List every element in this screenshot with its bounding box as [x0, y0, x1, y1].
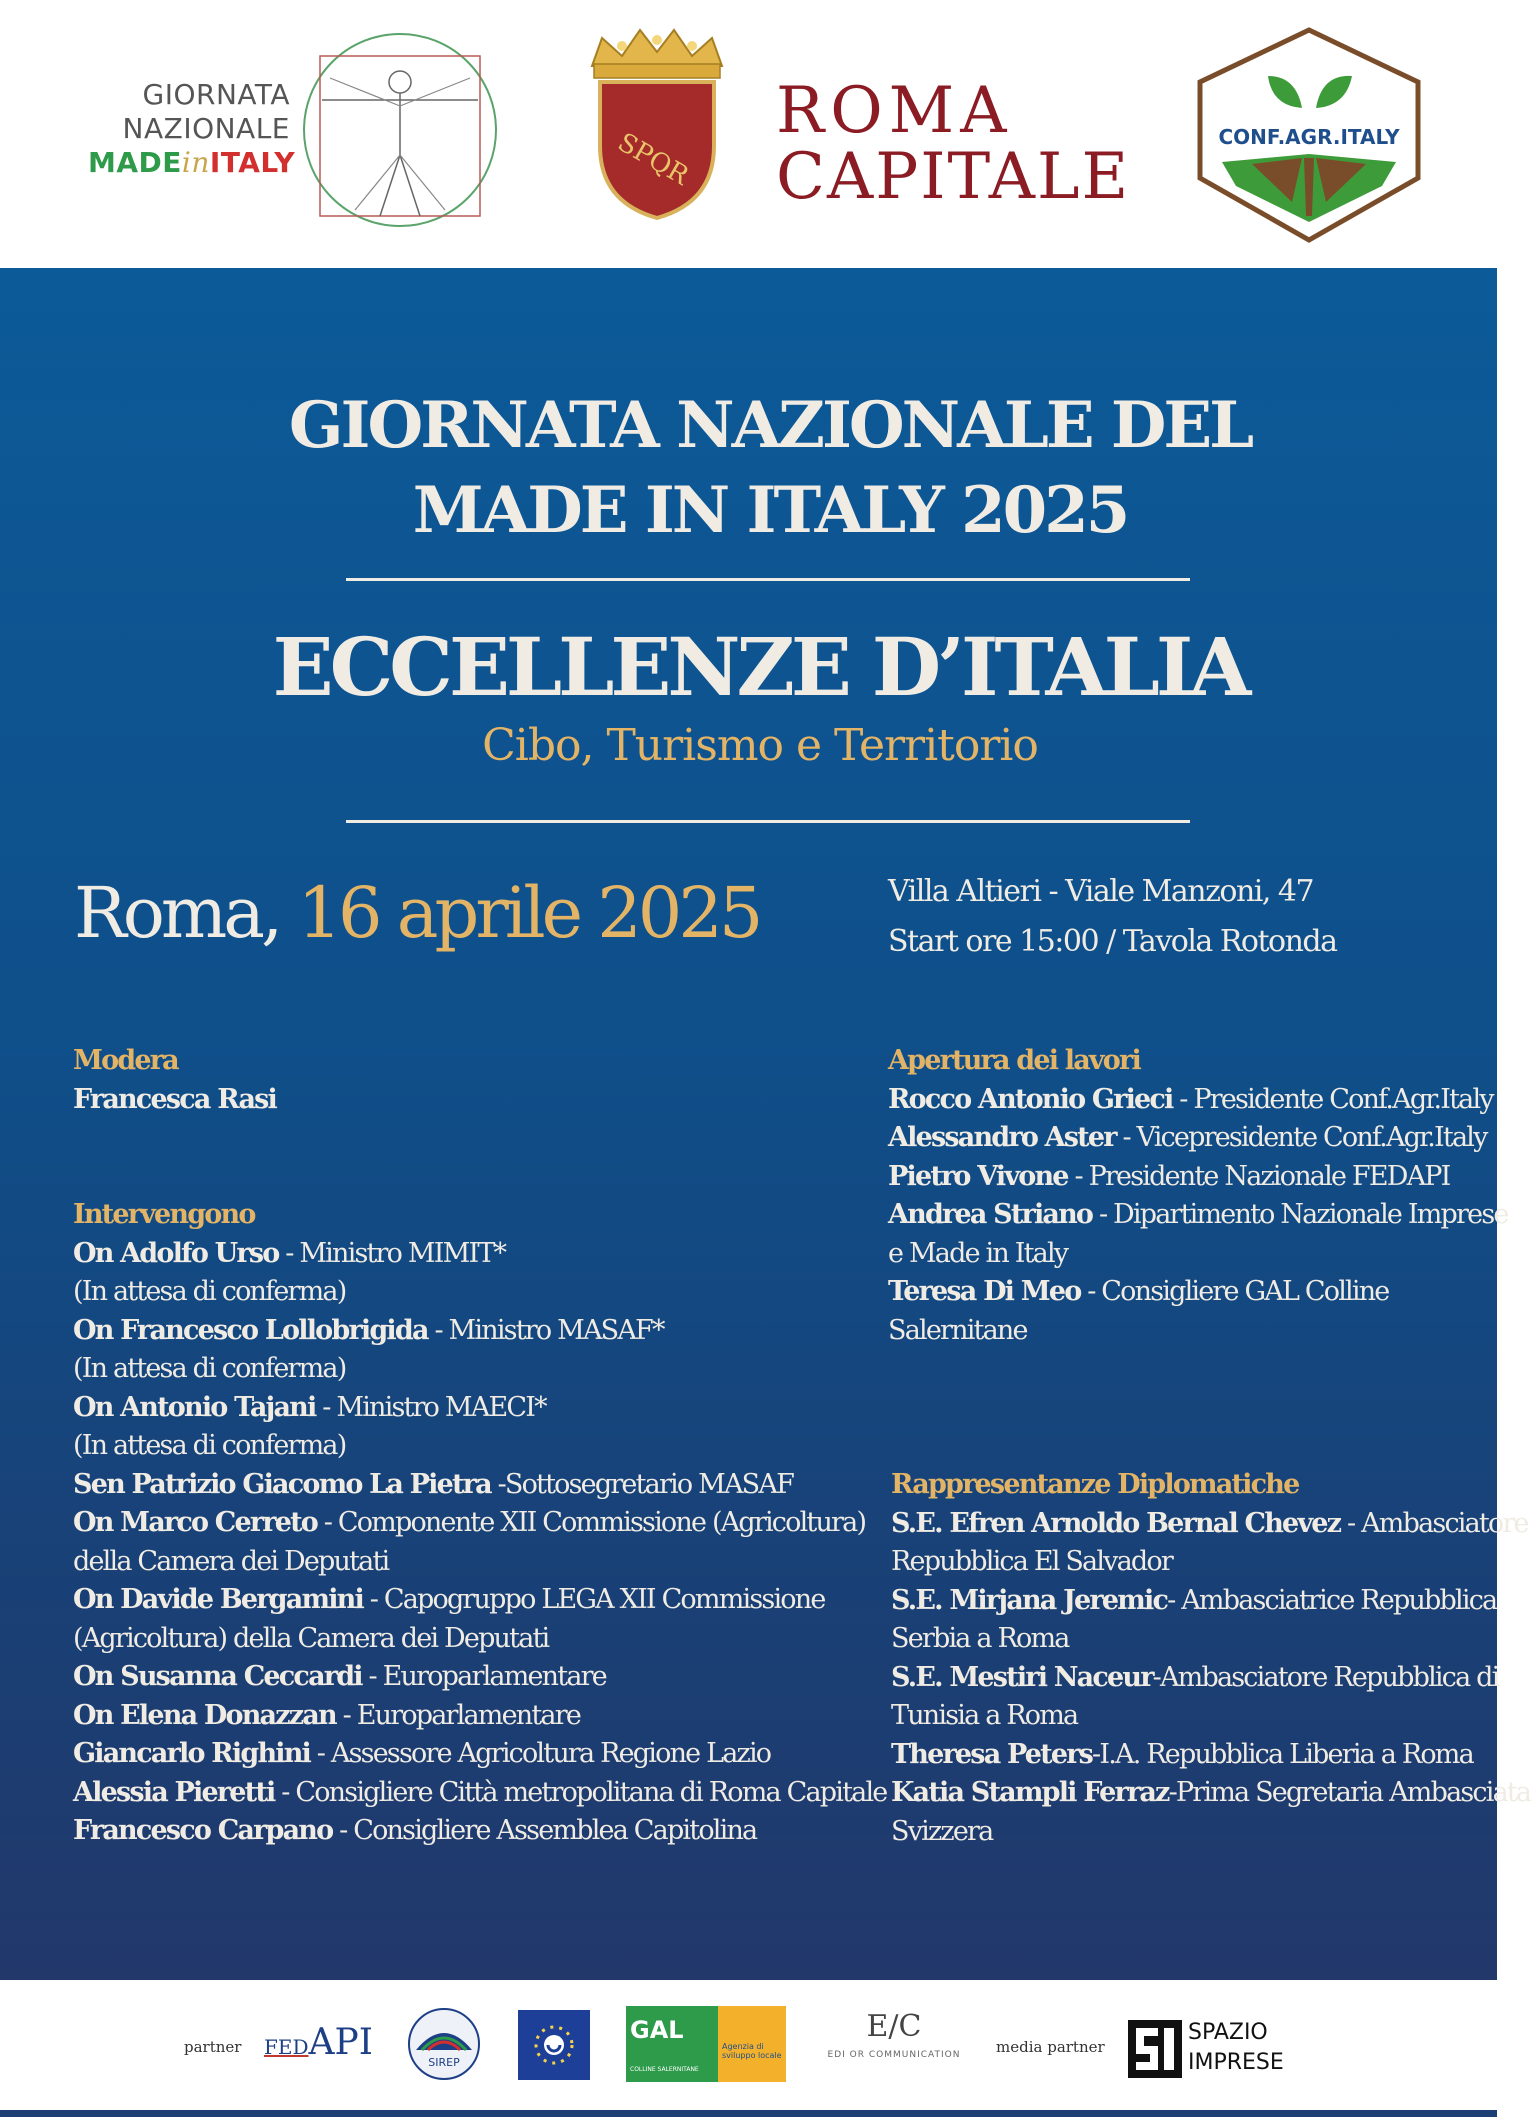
- person-name: Theresa Peters: [891, 1738, 1093, 1770]
- list-item: [891, 1659, 1499, 1698]
- person-role: - Ministro MAECI*: [315, 1391, 546, 1423]
- person-name: On Antonio Tajani: [73, 1391, 316, 1423]
- spqr-text: SPQR: [612, 127, 694, 192]
- partner-label: partner: [184, 2038, 242, 2056]
- modera-name: Francesca Rasi: [73, 1083, 277, 1115]
- footer-partners: [0, 1980, 1497, 2117]
- list-item: [73, 1427, 833, 1466]
- gnmi-in: in: [181, 146, 210, 179]
- list-item: [73, 1697, 833, 1736]
- list-item: [891, 1620, 1471, 1659]
- vitruvian-man-icon: [300, 30, 500, 230]
- list-item: [888, 1312, 1468, 1351]
- person-name: Francesco Carpano: [73, 1815, 333, 1846]
- person-name: Rocco Antonio Grieci: [888, 1083, 1173, 1115]
- person-name: On Elena Donazzan: [73, 1699, 336, 1731]
- person-role: -Ambasciatore Repubblica di: [1152, 1661, 1499, 1693]
- list-item: [888, 1273, 1468, 1312]
- event-subtitle: Cibo, Turismo e Territorio: [482, 720, 1038, 771]
- event-venue: Villa Altieri - Viale Manzoni, 47: [888, 874, 1314, 909]
- header-logos: [0, 0, 1497, 268]
- list-item: [73, 1735, 833, 1774]
- list-item: [888, 1158, 1468, 1197]
- intervengono-list: [73, 1235, 887, 1851]
- left-column: [73, 1042, 887, 1851]
- event-headline: ECCELLENZE D’ITALIA: [272, 620, 1248, 714]
- list-item: [891, 1505, 1528, 1544]
- list-item: [888, 1119, 1487, 1158]
- roma-capitale-shield-icon: [582, 26, 732, 222]
- person-role: - Consigliere GAL Colline: [1080, 1276, 1389, 1307]
- list-item: [73, 1658, 833, 1697]
- person-name: Katia Stampli Ferraz: [891, 1777, 1169, 1808]
- fedapi-api: API: [308, 2022, 373, 2063]
- list-item: [73, 1581, 833, 1620]
- person-name: On Adolfo Urso: [73, 1237, 279, 1269]
- event-city: Roma,: [74, 872, 280, 954]
- person-role: - Consigliere Assemblea Capitolina: [332, 1815, 757, 1846]
- person-name: On Susanna Ceccardi: [73, 1661, 362, 1692]
- person-name: On Davide Bergamini: [73, 1584, 363, 1615]
- list-item: [73, 1312, 833, 1351]
- gal-agency-text: Agenzia di sviluppo locale: [722, 2042, 782, 2060]
- sirep-text: SIREP: [428, 2056, 460, 2069]
- person-role: - Vicepresidente Conf.Agr.Italy: [1115, 1122, 1487, 1153]
- apertura-heading: Apertura dei lavori: [888, 1045, 1140, 1076]
- person-role: della Camera dei Deputati: [73, 1545, 389, 1577]
- diplomatiche-column: [891, 1466, 1531, 1851]
- person-role: - Assessore Agricoltura Regione Lazio: [310, 1738, 771, 1769]
- person-role: (In attesa di conferma): [73, 1276, 346, 1307]
- person-role: -I.A. Repubblica Liberia a Roma: [1092, 1738, 1473, 1770]
- conf-agr-italy-logo: [1192, 26, 1426, 244]
- gnmi-line2: NAZIONALE: [122, 112, 290, 145]
- list-item: [73, 1620, 833, 1659]
- ec-mark: E/C: [866, 2009, 922, 2044]
- list-item: [73, 1466, 833, 1505]
- intervengono-heading: Intervengono: [73, 1199, 255, 1230]
- apertura-list: [888, 1081, 1508, 1351]
- person-role: (In attesa di conferma): [73, 1430, 346, 1461]
- spazio-imprese-logo: [1128, 2020, 1288, 2080]
- person-role: - Ambasciatore: [1340, 1507, 1528, 1539]
- person-role: Tunisia a Roma: [891, 1700, 1078, 1731]
- person-name: S.E. Mirjana Jeremic: [891, 1584, 1168, 1616]
- confagr-label: CONF.AGR.ITALY: [1218, 125, 1400, 149]
- sirep-logo: [406, 2006, 482, 2082]
- person-role: - Capogruppo LEGA XII Commissione: [362, 1584, 825, 1615]
- person-name: On Francesco Lollobrigida: [73, 1314, 428, 1346]
- fedapi-fed: FED: [264, 2035, 309, 2059]
- right-column: [888, 1042, 1508, 1350]
- person-name: Sen Patrizio Giacomo La Pietra: [73, 1468, 491, 1500]
- edi-or-communication-logo: [824, 2010, 964, 2060]
- gnmi-line1: GIORNATA: [142, 78, 290, 111]
- event-date-value: 16 aprile 2025: [297, 872, 760, 954]
- person-role: Svizzera: [891, 1815, 993, 1847]
- person-role: - Europarlamentare: [335, 1699, 580, 1731]
- person-role: - Ambasciatrice Repubblica: [1167, 1584, 1497, 1616]
- person-name: On Marco Cerreto: [73, 1507, 317, 1538]
- gnmi-made: MADE: [88, 146, 182, 179]
- person-role: -Sottosegretario MASAF: [490, 1468, 793, 1500]
- divider-bottom: [346, 820, 1190, 823]
- main-panel: [0, 268, 1531, 1980]
- person-role: -Prima Segretaria Ambasciata: [1168, 1777, 1531, 1808]
- person-role: Repubblica El Salvador: [891, 1546, 1172, 1577]
- event-time: Start ore 15:00 / Tavola Rotonda: [888, 924, 1337, 959]
- person-role: - Consigliere Città metropolitana di Roma Capitale: [274, 1776, 887, 1808]
- person-role: - Ministro MIMIT*: [278, 1237, 506, 1269]
- list-item: [73, 1389, 833, 1428]
- person-name: Pietro Vivone: [888, 1160, 1068, 1192]
- list-item: [73, 1273, 833, 1312]
- person-role: (In attesa di conferma): [73, 1353, 346, 1384]
- person-role: - Ministro MASAF*: [427, 1314, 664, 1346]
- event-title-line2: MADE IN ITALY 2025: [412, 473, 1128, 548]
- list-item: [891, 1582, 1497, 1621]
- list-item: [73, 1543, 833, 1582]
- person-role: Serbia a Roma: [891, 1623, 1069, 1654]
- roma-capitale-text: [776, 74, 1131, 214]
- gal-text: GAL: [630, 2016, 684, 2044]
- person-name: Alessandro Aster: [888, 1122, 1116, 1153]
- diplomatiche-list: [891, 1505, 1531, 1852]
- list-item: [888, 1081, 1493, 1120]
- spazio-text: SPAZIO: [1188, 2020, 1268, 2045]
- list-item: [891, 1774, 1531, 1813]
- roma-line1: ROMA: [776, 74, 1013, 148]
- list-item: [73, 1812, 833, 1851]
- list-item: [891, 1813, 1471, 1852]
- person-role: (Agricoltura) della Camera dei Deputati: [73, 1622, 549, 1654]
- list-item: [888, 1235, 1468, 1274]
- person-role: - Dipartimento Nazionale Imprese: [1092, 1199, 1508, 1230]
- spazio-imprese-icon: [1128, 2020, 1182, 2078]
- gnmi-italy: ITALY: [209, 146, 296, 179]
- gnmi-logo-text: [88, 78, 296, 180]
- list-item: [891, 1736, 1471, 1775]
- diplomatiche-heading: Rappresentanze Diplomatiche: [891, 1469, 1299, 1500]
- list-item: [73, 1350, 833, 1389]
- divider-top: [346, 578, 1190, 581]
- person-name: Giancarlo Righini: [73, 1738, 311, 1769]
- person-name: Andrea Striano: [888, 1199, 1093, 1230]
- event-title-line1: GIORNATA NAZIONALE DEL: [288, 388, 1252, 463]
- list-item: [891, 1697, 1471, 1736]
- bottom-bar: [0, 2110, 1497, 2117]
- gal-colline-salernitane-logo: [626, 2006, 786, 2082]
- person-name: S.E. Efren Arnoldo Bernal Chevez: [891, 1507, 1341, 1539]
- list-item: [73, 1235, 833, 1274]
- gal-sub-text: COLLINE SALERNITANE: [630, 2066, 699, 2073]
- person-role: Salernitane: [888, 1314, 1027, 1346]
- person-name: Teresa Di Meo: [888, 1276, 1081, 1307]
- list-item: [888, 1196, 1508, 1235]
- modera-heading: Modera: [73, 1045, 178, 1076]
- roma-line2: CAPITALE: [776, 140, 1131, 214]
- person-name: S.E. Mestiri Naceur: [891, 1661, 1153, 1693]
- person-role: - Europarlamentare: [361, 1661, 606, 1692]
- person-role: - Presidente Conf.Agr.Italy: [1172, 1083, 1493, 1115]
- person-role: - Componente XII Commissione (Agricoltura): [316, 1507, 866, 1538]
- person-role: - Presidente Nazionale FEDAPI: [1067, 1160, 1450, 1192]
- list-item: [73, 1774, 887, 1813]
- ec-label: EDI OR COMMUNICATION: [827, 2050, 961, 2060]
- list-item: [73, 1504, 866, 1543]
- imprese-text: IMPRESE: [1188, 2050, 1284, 2075]
- gnmi-line3: [88, 146, 296, 180]
- list-item: [891, 1543, 1471, 1582]
- eu-flag-icon: [518, 2010, 590, 2080]
- person-role: e Made in Italy: [888, 1237, 1068, 1269]
- person-name: Alessia Pieretti: [73, 1776, 275, 1808]
- fedapi-logo: [264, 2022, 373, 2063]
- event-date: [74, 872, 759, 954]
- media-partner-label: media partner: [996, 2038, 1105, 2056]
